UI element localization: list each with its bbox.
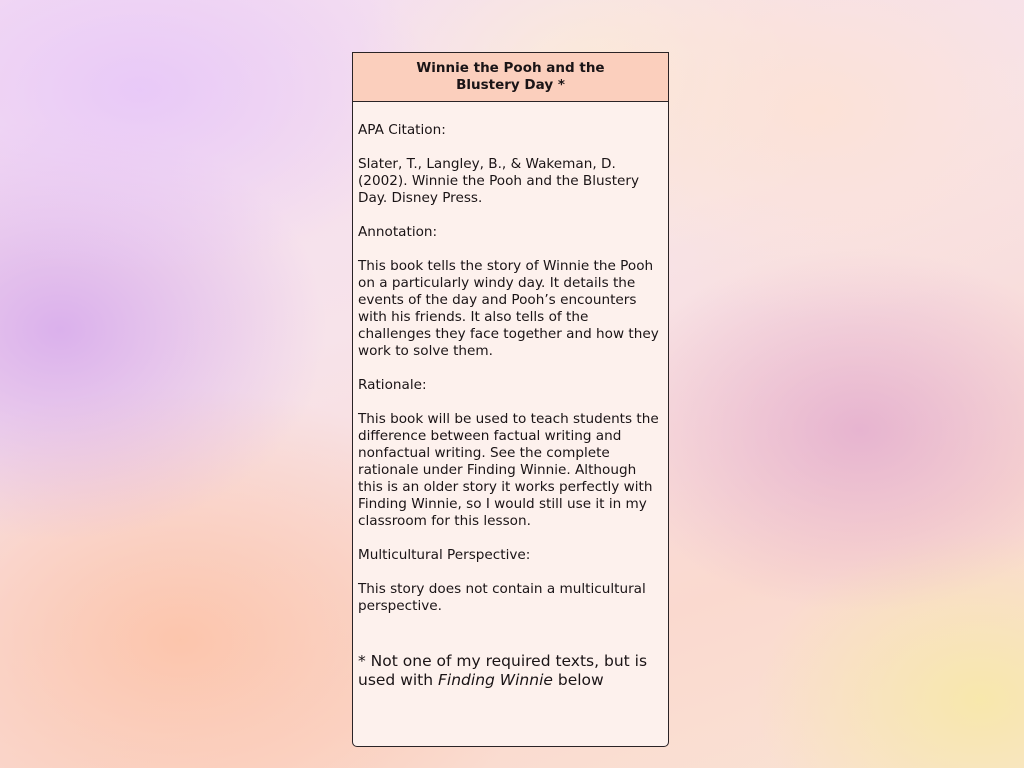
multicultural-heading: Multicultural Perspective: xyxy=(358,547,531,563)
book-card xyxy=(352,52,669,747)
footnote xyxy=(358,652,664,690)
apa-heading: APA Citation: xyxy=(358,122,446,138)
annotation-text: This book tells the story of Winnie the Pooh on a particularly windy day. It details the events of the day and Pooh’s encounters with his friends. It also tells of the challenges they face together and how they work to solve them. xyxy=(358,258,659,359)
footnote-suffix: below xyxy=(552,671,604,689)
rationale-text: This book will be used to teach students the difference between factual writing and nonfactual writing. See the complete rationale under Finding Winnie. Although this is an older story it works perfectly with Finding Winnie, so I would still use it in my classroom for this lesson. xyxy=(358,411,659,529)
card-body xyxy=(353,102,668,690)
apa-citation: Slater, T., Langley, B., & Wakeman, D. (2002). Winnie the Pooh and the Blustery Day. Disney Press. xyxy=(358,156,640,206)
footnote-prefix: * Not one of my required texts, but is used with xyxy=(358,652,648,689)
card-header xyxy=(353,53,668,102)
book-title: Winnie the Pooh and the Blustery Day * xyxy=(416,60,605,93)
footnote-book-title: Finding Winnie xyxy=(438,671,553,689)
multicultural-text: This story does not contain a multicultural perspective. xyxy=(358,581,646,614)
annotation-heading: Annotation: xyxy=(358,224,438,240)
rationale-heading: Rationale: xyxy=(358,377,427,393)
